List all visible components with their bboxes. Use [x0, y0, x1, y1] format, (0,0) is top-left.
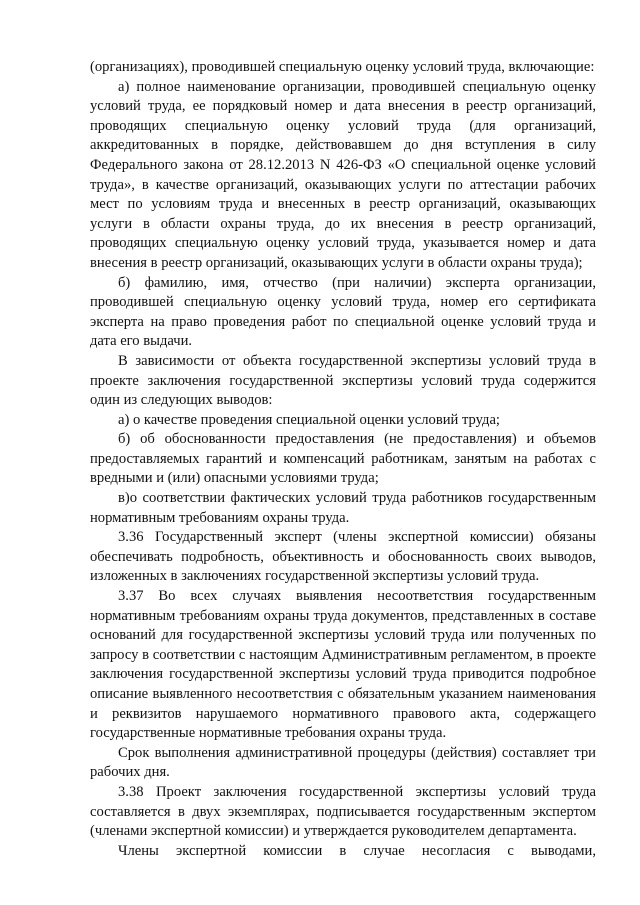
paragraph-3-38: 3.38 Проект заключения государственной экспертизы условий труда составляется в двух экземплярах, подписывается государственным экспертом (членами экспертной комиссии) и утверждается руководителем департамента. — [90, 783, 596, 840]
document-page — [90, 58, 596, 861]
paragraph-conclusions: В зависимости от объекта государственной экспертизы условий труда в проекте заключения государственной экспертизы условий труда содержится один из следующих выводов: — [90, 352, 596, 409]
paragraph-conclusion-a: а) о качестве проведения специальной оценки условий труда; — [118, 411, 500, 428]
paragraph-conclusion-b: б) об обоснованности предоставления (не предоставления) и объемов предоставляемых гарантий и компенсаций работникам, занятым на работах с вредными и (или) опасными условиями труда; — [90, 431, 596, 487]
paragraph-item-b: б) фамилию, имя, отчество (при наличии) эксперта организации, проводившей специальную оценку условий труда, номер его сертификата эксперта на право проведения работ по специальной оценке условий труда и дата его выдачи. — [90, 274, 596, 350]
paragraph-deadline: Срок выполнения административной процедуры (действия) составляет три рабочих дня. — [90, 744, 596, 781]
paragraph-continuation: (организациях), проводившей специальную оценку условий труда, включающие: — [90, 59, 595, 75]
paragraph-3-37: 3.37 Во всех случаях выявления несоответствия государственным нормативным требованиям охраны труда документов, представленных в составе оснований для государственной экспертизы условий труда или полученных по запросу в соответствии с настоящим Административным регламентом, в проекте заключения государственной экспертизы условий труда приводится подробное описание выявленного несоответствия с обязательным указанием наименования и реквизитов нарушаемого нормативного правового акта, содержащего государственные нормативные требования охраны труда. — [90, 588, 596, 742]
paragraph-commission: Члены экспертной комиссии в случае несогласия с выводами, — [118, 842, 596, 859]
paragraph-item-a: а) полное наименование организации, проводившей специальную оценку условий труда, ее порядковый номер и дата внесения в реестр организаций, проводящих специальную оценку условий труда (для организаций, аккредитованных в порядке, действовавшем до дня вступления в силу Федерального закона от 28.12.2013 N 426-ФЗ «О специальной оценке условий труда», в качестве организаций, оказывающих услуги по аттестации рабочих мест по условиям труда и внесенных в реестр организаций, оказывающих услуги в области охраны труда, до их внесения в реестр организаций, проводящих специальную оценку условий труда, указывается номер и дата внесения в реестр организаций, оказывающих услуги в области охраны труда); — [90, 78, 596, 271]
paragraph-conclusion-c: в)о соответствии фактических условий труда работников государственным нормативным требованиям охраны труда. — [90, 490, 596, 526]
paragraph-3-36: 3.36 Государственный эксперт (члены экспертной комиссии) обязаны обеспечивать подробность, объективность и обоснованность своих выводов, изложенных в заключениях государственной экспертизы условий труда. — [90, 529, 596, 585]
